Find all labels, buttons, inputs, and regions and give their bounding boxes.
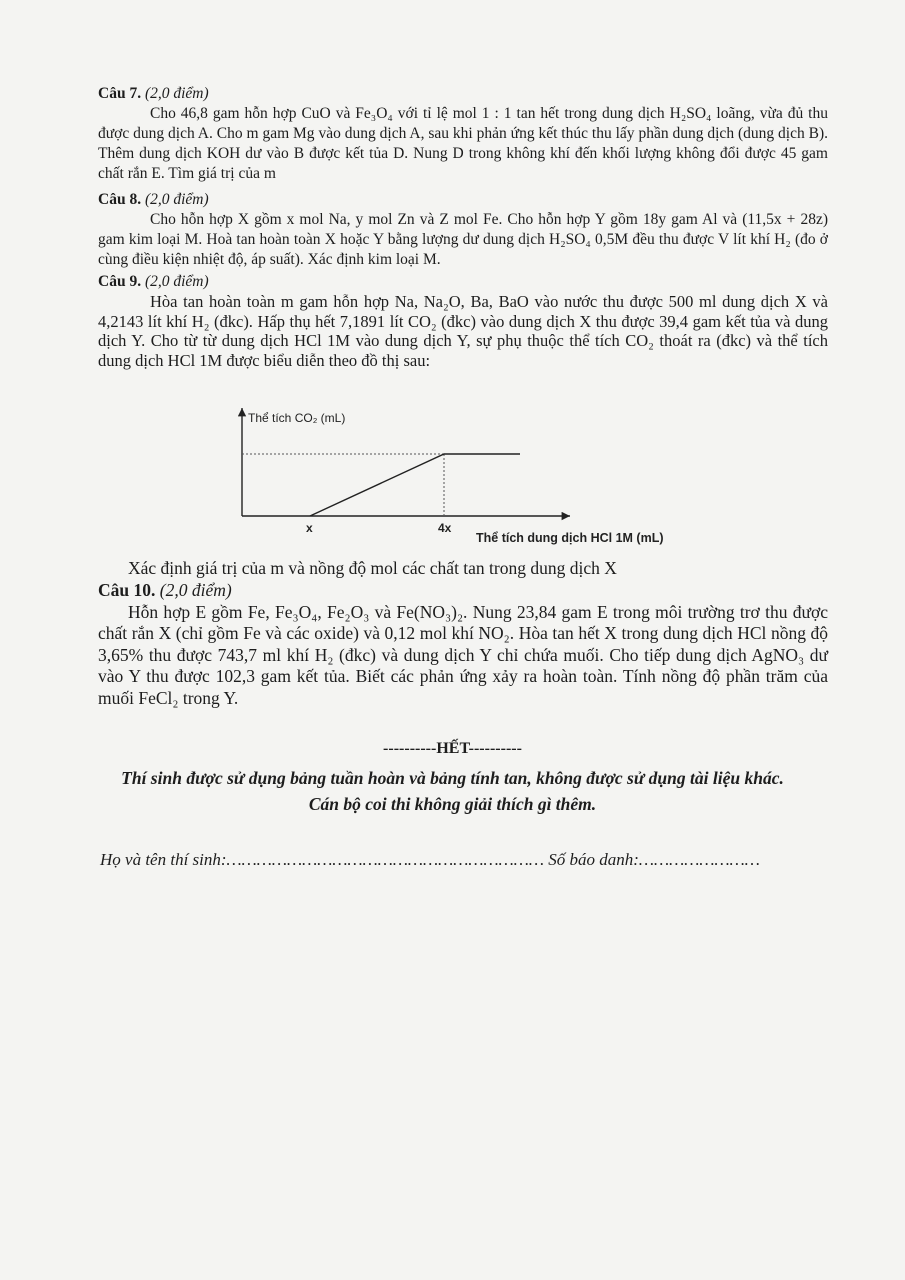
- question-10: [98, 580, 828, 709]
- candidate-info-line: [100, 850, 760, 870]
- co2-chart: [230, 398, 670, 548]
- co2-series-line: [310, 454, 520, 516]
- x-axis-label: Thể tích dung dịch HCl 1M (mL): [476, 531, 664, 545]
- question-9-after: [98, 558, 828, 580]
- candidate-id-label: Số báo danh:: [548, 850, 639, 869]
- question-9-text: Hòa tan hoàn toàn m gam hỗn hợp Na, Na₂O, Ba, BaO vào nước thu được 500 ml dung dịch X và 4,2143 lít khí H₂ (đkc). Hấp thụ hết 7,1891 lít CO₂ (đkc) vào dung dịch X thu được 39,4 gam kết tủa và dung dịch Y. Cho từ từ dung dịch HCl 1M vào dung dịch Y, sự phụ thuộc thể tích CO₂ thoát ra (đkc) và thể tích dung dịch HCl 1M được biểu diễn theo đồ thị sau:: [98, 292, 828, 370]
- question-8-heading: [98, 190, 828, 210]
- question-8-text: Cho hỗn hợp X gồm x mol Na, y mol Zn và Z mol Fe. Cho hỗn hợp Y gồm 18y gam Al và (11,5x + 28z) gam kim loại M. Hoà tan hoàn toàn X hoặc Y bằng lượng dư dung dịch H₂SO₄ 0,5M đều thu được V lít khí H₂ (đo ở cùng điều kiện nhiệt độ, áp suất). Xác định kim loại M.: [98, 211, 828, 268]
- question-7: [98, 84, 828, 184]
- question-7-points: (2,0 điểm): [144, 85, 209, 102]
- end-marker: ----------HẾT----------: [383, 740, 522, 757]
- question-7-text: Cho 46,8 gam hỗn hợp CuO và Fe₃O₄ với tỉ lệ mol 1 : 1 tan hết trong dung dịch H₂SO₄ loãng, vừa đủ thu được dung dịch A. Cho m gam Mg vào dung dịch A, sau khi phản ứng kết thúc thu lấy phần dung dịch (dung dịch B). Thêm dung dịch KOH dư vào B được kết tủa D. Nung D trong không khí đến khối lượng không đổi được 45 gam chất rắn E. Tìm giá trị của m: [98, 105, 828, 182]
- question-8: [98, 190, 828, 270]
- question-10-text: Hỗn hợp E gồm Fe, Fe₃O₄, Fe₂O₃ và Fe(NO₃)₂. Nung 23,84 gam E trong môi trường trơ thu được chất rắn X (chỉ gồm Fe và các oxide) và 0,12 mol khí NO₂. Hòa tan hết X trong dung dịch HCl nồng độ 3,65% thu được 743,7 ml khí H₂ (đkc) và dung dịch Y chỉ chứa muối. Cho tiếp dung dịch AgNO₃ dư vào Y thu được 102,3 gam kết tủa. Biết các phản ứng xảy ra hoàn toàn. Tính nồng độ phần trăm của muối FeCl₂ trong Y.: [98, 601, 828, 708]
- question-7-label: Câu 7.: [98, 85, 142, 102]
- tick-label-4x: 4x: [438, 521, 452, 535]
- footer-note-2: Cán bộ coi thi không giải thích gì thêm.: [308, 794, 597, 814]
- question-7-heading: [98, 84, 828, 104]
- question-8-label: Câu 8.: [98, 191, 142, 208]
- question-8-points: (2,0 điểm): [144, 191, 209, 208]
- candidate-name-label: Họ và tên thí sinh:: [100, 850, 227, 869]
- footer-note-1: Thí sinh được sử dụng bảng tuần hoàn và bảng tính tan, không được sử dụng tài liệu khác.: [121, 768, 784, 788]
- question-9-heading: [98, 272, 828, 292]
- question-10-points: (2,0 điểm): [159, 580, 232, 600]
- candidate-id-dots: ……………………: [638, 850, 760, 869]
- question-10-heading: [98, 580, 828, 602]
- question-9: [98, 272, 828, 370]
- question-9-label: Câu 9.: [98, 273, 142, 290]
- question-10-label: Câu 10.: [98, 580, 156, 600]
- y-axis-label: Thể tích CO₂ (mL): [248, 411, 346, 425]
- question-9-points: (2,0 điểm): [144, 273, 209, 290]
- question-9-after-text: Xác định giá trị của m và nồng độ mol các chất tan trong dung dịch X: [128, 558, 617, 578]
- tick-label-x: x: [306, 521, 313, 535]
- candidate-name-dots: ………………………………………………………: [226, 850, 544, 869]
- co2-chart-svg: [230, 398, 670, 548]
